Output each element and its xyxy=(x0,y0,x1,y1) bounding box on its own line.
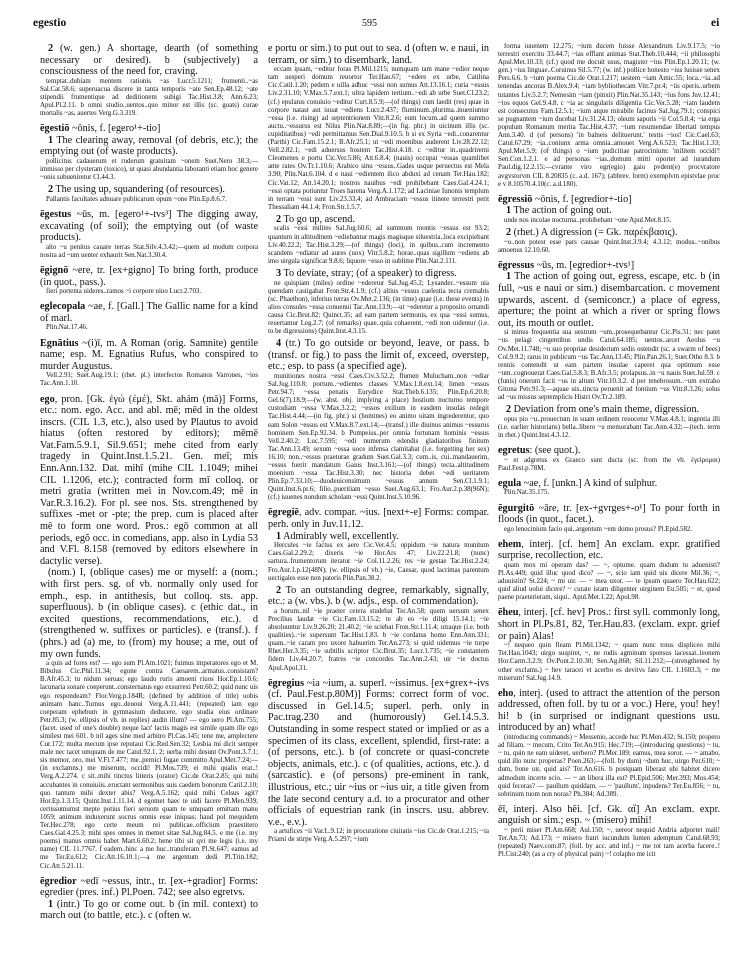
sense-number: 2 xyxy=(276,213,282,225)
sense-number: 1 xyxy=(48,898,54,910)
sense-number: 2 xyxy=(48,43,54,54)
sense-number: 1 xyxy=(276,530,282,542)
dictionary-entry xyxy=(40,209,258,260)
definition-text: 2 (w. gen.) A shortage, dearth (of something necessary or desired). b (subjectively) a consciousness of the need for, craving. xyxy=(40,43,258,78)
dictionary-entry xyxy=(498,194,720,255)
entry-continuation xyxy=(498,43,720,189)
sense-number: 2 xyxy=(276,584,282,596)
citation-block: alto ~u penitus cauare terras Stat.Silv.4.3.42;—quem ad modum corpora nostra ad ~um uenter exhaurit Sen.Nat.3.30.4. xyxy=(40,243,258,259)
definition-text: egretus: (see quot.). xyxy=(498,445,581,457)
citation-block: scalis ~essi milites Sal.Jug.60.6; ad summum montis ~essus est 93.2; quantum in altitudinem ~ediebantur magis magisque siluestria..loca excipiebant Liv.40.22.2; Tac.Hist.3.29;—(of things) (loci), in quibus..cum incremento scandens ~ediatur ad aures (uox) Vitr.5.8.2; horae..quas sigillum ~ediens ab imo uirgula significat 9.8.6; liquore ~esso in sublime Plin.Nat.2.111. xyxy=(268,225,489,265)
headword: ego xyxy=(40,393,55,405)
citation-block: munitiones nostra ~essi Caes.Civ.3.52.2; flumen Mulucham..non ~ediar Sal.Jug.110.8; portum..~edientes classes V.Max.1.8.ext.14; limen ~essus Petr.94.7; ~essa penatis Eurydice Stat.Theb.6.135; Plin.Ep.6.20.8; Gel.6(7).18.9;—(w. abst. obj. implying a place) hostium nocturno tempore custodiam ~essa V.Max.3.2.2; ~essos exilium in easdem insulas redegit Tac.Hist.4.44;—(in fig. phr.) si (homines) eo animo uitam ingrederentur, quo eam Solon ~essus est V.Max.8.7.ext.14;—(transf.) ille diuinus animus ~essurus hominem Sen.Ep.92.34. b Pompeius..per omnia fortunam hominis ~essus Vell.2.40.2; Luc.7.595; ~edi numerum edendis gladiatoribus finitum Tac.Ann.13.49; sexum ~essa uoce infensa clamitabat (i.e. forgetting her sex) 16.10; non..~essus praeturae gradum Suet.Gal.3.3; cum..is, cui..mandauerim, ~essus fuerit mandatum Gaius Inst.3.161;—(of things) tecta..altitudinem moenium ~essa Tac.Hist.3.30; nec historia debet ~edi ueritatem Plin.Ep.7.33.10;—duodeuicensimum ~essus annum Sen.Cl.1.9.1; Quint.Inst.6.pr.6; filio..pueritiam ~esso Suet.Aug.63.1; Fro.Aur.2.p.38(96N); (cf.) iuuenes nondum scholam ~essi Quint.Inst.5.10.96. xyxy=(268,372,489,502)
citation-block: Hercules ~ie factus ex aere Cic.Ver.4.5; oppidum ~ie natura munitum Caes.Gal.2.29.2; dixeris ~ie Hor.Ars 47; Liv.22.21.8; (nunc) sartura..frumentorum iteratur ~ie Col.11.2.26; res ~ie gestae Tac.Hist.2.24; Fro.Aur.1.p.12(48N); (w. ellipsis of vb.) ~ie, Caesar, quod lacrimas parentum uectigales esse non pateris Plin.Pan.38.2. xyxy=(268,542,489,582)
dictionary-entry xyxy=(498,539,720,603)
citation-block: (introducing commands) ~ Messenio, accede huc Pl.Men.432; St.150; propero ad filiam. ~ mecum, Crito Ter.An.915; Hec.719;—(introducing questions) ~ tu, ~ tu, quin ne eam uideret, uerbero? Pl.Mer.189; eamus, mea soror. — ~ amabo, quid illo nunc properas? Poen.263;—(foll. by dum) ~dum huc, uirgo Per.610; ~ dum, bone uir, quid ais? Ter.An.616. b postquam liberast ubi habitet dicere admodum incerte scio. — ~ an libera illa est? Pl.Epid.506; Mer.393; Mos.454; quid feceras? — paullum quiddam. — ~ 'paullum', inpudens? Ter.Eu.856; ~ tu, sobrinum tuom non noras? Ph.384; Ad.389. xyxy=(498,734,720,798)
definition-text: ēgurgitō ~āre, tr. [ex-+gvrges+-o¹] To pour forth in floods (in quot., facet.). xyxy=(498,502,720,526)
page-number: 595 xyxy=(362,18,377,29)
headword: ēgestus xyxy=(40,209,72,220)
headword: eho xyxy=(498,687,514,699)
sense-number: 1 xyxy=(506,205,512,217)
sense-number: 1 xyxy=(506,271,512,283)
definition-text: ēgregiē, adv. compar. ~ius. [next+-e] Forms: compar. perh. only in Juv.11.12. xyxy=(268,507,489,531)
headword: Egnātius xyxy=(40,337,79,349)
headword: ēgredior xyxy=(40,875,77,887)
definition-text: ēgestus ~ūs, m. [egero¹+-tvs³] The digging away, excavating (of soil); the emptying out (of waste products). xyxy=(40,209,258,244)
definition-text: 1 The action of going out, egress, escape, etc. b (in full, ~us e naui or sim.) disembarcation. c movement upwards, ascent. d (semiconcr.) a place of egress, aperture; the point at which a river or spring flows out, its mouth or outlet. xyxy=(498,271,720,329)
headword: egretus xyxy=(498,445,530,457)
sense-number: 4 xyxy=(276,338,282,350)
definition-text: 3 To deviate, stray; (of a speaker) to digress. xyxy=(276,267,457,279)
citation-block: ~ et adgretus ex Graeco sunt ducta (sc. from the vb. ἐγείρομαι) Paul.Fest.p.78M. xyxy=(498,456,720,472)
definition-text: egula ~ae, f. [unkn.] A kind of sulphur. xyxy=(498,477,658,489)
definition-text: ēgregius ~ia ~ium, a. superl. ~issimus. [ex+grex+-ivs (cf. Paul.Fest.p.80M)] Forms: correct form of voc. discussed in Gel.14.5; superl. perh. only in Pac.trag.230 and (humorously) Gel.14.5.3. Outstanding in some respect stated or implied or as a specimen of its class, excellent, splendid, first-rate: a (of persons, etc.). b (of concrete or quasi-concrete objects, animals, etc.). c (of qualities, actions, etc.). d (sarcastic). e (of persons) pre-eminent in rank, illustrious, etc.; uir ~ius or ~ius uir, a title given from the late second century a.d. to a procurator and other officials of equestrian rank (in inscrs. usu. abbrev. v.e., e.v.). xyxy=(268,677,489,828)
dictionary-entry xyxy=(268,678,489,845)
definition-text: e portu or sim.) to put out to sea. d (often w. e naui, in terram, or sim.) to disembark, land. xyxy=(268,43,489,66)
citation-block: pollicitus cadauerum et ruderum gratuitam ~onem Suet.Nero 38.3;—immisso per clysteram (toxico), ut quasi abundantia laboranti etiam hoc genere ~onis subueniretur Cl.44.3. xyxy=(40,158,258,182)
definition-text: ēgignō ~ere, tr. [ex+gigno] To bring forth, produce (in quot., pass.). xyxy=(40,264,258,288)
citation-block: Plin.Nat.35.175. xyxy=(504,489,550,497)
guide-word-right: ei xyxy=(711,17,720,29)
definition-text: 2 To an outstanding degree, remarkably, signally, etc.: a (w. vbs.). b (w. adjs., esp. of commendation). xyxy=(268,584,489,608)
dictionary-entry xyxy=(498,260,720,440)
dictionary-entry xyxy=(498,804,720,860)
dictionary-entry xyxy=(268,507,489,672)
citation-block: ~ perii miser Pl.Am.668; Aul.150; ~, uereor nequid Andria adportet mali! Ter.An.73; Ad.173; ~ misero fratri iucundum lumen ademptum Catul.68.93; (repeated) Naev.com.87; (foll. by acc. and inf.) ~ me tot tam acerba facere..! Pl.Cist.240; (as a cry of physical pain) ~! colapho me icit xyxy=(498,827,720,859)
citation-block: a artufices ~ii Var.L.9.12; in procuratione ciuitatis ~ius Cic.de Orat.1.215; ~ia Priami de stirpe Verg.A.5.297; ~ium xyxy=(268,828,489,844)
definition-text: 1 The action of going out. xyxy=(506,205,612,217)
definition-text: eho, interj. (used to attract the attention of the person addressed, often foll. by tu or a voc.) Here, you! hey! hi! b (in surprised or indignant questions usu. introduced by an) what! xyxy=(498,687,720,734)
definition-text: ēgestiō ~ōnis, f. [egero¹+-tio] xyxy=(40,123,161,135)
citation-block: unde nos incolae nocturna..prohibebant ~one Apul.Met.8.15. xyxy=(504,216,672,224)
definition-text: 1 The clearing away, removal (of debris, etc.); the emptying out (of waste products). xyxy=(40,134,258,158)
definition-text: eglecopala ~ae, f. [Gall.] The Gallic name for a kind of marl. xyxy=(40,301,258,324)
citation-block: a quis ad fores est? — ego sum Pl.Am.1021; fuimus imperatores ego et M. Bibulus Cic.Phil.11.34; egone contra Caesarem..armatus..consistam? B.Afr.45.3; tu nidum seruas; ego laudo ruris amoeni riuos Hor.Ep.1.10.6; lacunaria sonare coeperunt..consternatus ego exsurrexi Petr.60.2; quid nunc uis ego respondeam? Flor.Verg.p.184R; (defined by addition of title) uobis animam hanc..Turnus ego..deuoui Verg.A.11.441; (repeated) iam ego coeperam ephebum in gymnasium deducere, ego studia eius ordinare Petr.85.3; (w. ellipsis of vb. in replies) audin illum? — ego uero Pl.Am.755; (facet. used of one's double) neque lact' lactis magis est simile quam ille ego similest mei 601. b nil ages sine med arbitro Pl.Cas.145; tene me, amplectere Cur.172; multa mecum ipse reputaui Cic.Red.Sen.32; Lesbia mi dicit semper male nec tacet umquam de me Catul.92.1, 2; uerba mihi desunt Ov.Pont.3.7.1; sis memor, oro, mei V.Fl.7.477; me..pernici fugae committo Apul.Met.7.24;—(in exclamns.) me miserum, occidi! Pl.Mos.739; ei mihi qualis erat..! Verg.A.2.274. c sit..mihi tinctus litteris (orator) Cic.de Orat.2.85; qui mihi accubantes in conuiuiis..eructant sermonibus suis caedem bonorum Catil.2.10; quo tantum mihi dexter abis? Verg.A.5.162; quid mihi Celsus agit? Hor.Ep.1.3.15; Quint.Inst.1.11.14. d egomet haec te uidi facere Pl.Men.939; certissumumst mepte potius fieri seruom quam te umquam emittam manu 1059; animum induxerunt socrus omnis esse iniquas; haud pol mequidem Ter.Hec.278; ego certe meum rei publicae..officium praestitero Caes.Gal.4.25.3; mihi spes omnes in memet sitae Sal.Jug.84.5. e me (i.e. my poems) manus omnis habet Mart.6.60.2; bene tibi sit qvi me legis (i.e. my name) CIL 11.7767. f eadem..hinc a me huc..transferam Pl.St.647; eamus ad me Ter.Eu.612; Cic.Att.16.10.1;—a me argentum dedi Pl.Trin.182; Cic.Att.5.21.11. xyxy=(40,660,258,870)
dictionary-entry xyxy=(40,338,258,389)
sense-number: 2 xyxy=(48,184,54,196)
sense-number: 2 xyxy=(506,226,512,238)
definition-text: 1 Admirably well, excellently. xyxy=(276,530,399,542)
dictionary-entry xyxy=(498,688,720,799)
definition-text: ēgredior ~edī ~essus, intr., tr. [ex-+gradior] Forms: egredier (pres. inf.) Pl.Poen. 742; see also egretvs. xyxy=(40,875,258,899)
headword: eglecopala xyxy=(40,301,86,313)
column-1 xyxy=(40,43,258,958)
citation-block: eccam ipsam, ~editur foras Pl.Mil.1215; numquam tam mane ~edior neque tam uesperi domum reuortor Ter.Hau.67; ~edere ex urbe, Catilina Cic.Catil.1.20; pedem e uilla adhuc ~essi non sumus Att.13.16.1; curia ~essus Liv.2.31.10; V.Max.5.7.ext.1; ultra lapidem tertium..~edi ab urbe Suet.Cl.23.2; (cf.) epulatus conuiuio ~editur Curt.8.5.9;—(of things) cum laedit (res) quae in corpore natast aut iuuat ~ediens Lucr.2.437; fluminum..plurima..inueniuntur ~essa (i.e. rising) ad septentrionem Vitr.8.2.6; eum locum..ad quem summo auctu..~essurus est Nilus Plin.Nat.8.89;—(in fig. phr.) in uicinum illis (sc. cupiditatibus) ~edi permittamus Sen.Dial.9.10.5. b si ex Syria ~edi..conarentur (Parthi) Cic.Fam.15.2.1; B.Afr.25.1; ut ~edi moenibus auderent Liv.28.22.12; Vell.2.82.1; ~edi aduersus hostem Tac.Hist.4.18. c ~editur in..quadriremi Cleomenes e portu Cic.Ver.5.86; Att.6.8.4; (nauis) occupat ~essas quamlibet ante rates Ov.Tr.1.10.6; Arabico sinu ~essus..Gades usque peruectus est Mela 3.90; Plin.Nat.6.104. d e naui ~edientem ilico abduxi ad cenam Ter.Hau.182; Cic.Vat.12; Att.14.20.1; nostros nauibus ~edi prohibebant Caes.Gal.4.24.1; ~essi optata potiuntur Troes harena Verg.A.1.172; ad Laciniae Iunonis templum in terram ~essi sunt Liv.23.33.4; ad Ambraciam ~essus itinere terrestri petit Thessaliam 44.1.4; Fron.Str.1.5.7. xyxy=(268,66,489,211)
headword: ehem xyxy=(498,538,522,550)
sense-number: 1 xyxy=(48,134,54,146)
definition-text: ēgressus ~ūs, m. [egredior+-tvs¹] xyxy=(498,259,635,271)
citation-block: temptat..dubiam mentem rationis ~as Lucr.5.1211; frumenti..~as Sal.Cat.58.6; superuacua discere in tanta temporis ~ate Sen.Ep.48.12; ~ate stipendii frumentique ad deditionem subigi Tac.Hist.3.8; Ann.6.23; Apul.Pl.2.11. b omni studio..uentos..quo minor est illis (sc. goats) curae mortalis ~as, auertes Verg.G.3.319. xyxy=(40,77,258,118)
guide-word-left: egestio xyxy=(33,17,67,29)
column-3 xyxy=(498,43,720,958)
citation-block: fieri portenta uideres..ramos ~i corpore uiuo Lucr.2.703. xyxy=(46,288,202,296)
definition-text: 2 (rhet.) A digression (= Gk. παρέκβασις). xyxy=(506,226,678,238)
column-2 xyxy=(268,43,489,958)
dictionary-entry xyxy=(40,301,258,332)
headword: ēgressiō xyxy=(498,193,533,205)
dictionary-entry xyxy=(498,478,720,498)
headword: ēgregius xyxy=(268,677,305,689)
citation-block: forma iuuenem 12.275; ~ium ducem fuisse Alexandrum Liv.9.17.5; ~io terrestri exercitu 33.44.7; ~ias efflant animas Stat.Theb.10.444; ~ii philosophi Apul.Met.10.33; (cf.) quod me docuit usus, magister ~ius Plin.Ep.1.20.11; (w. gen.) ~ius linguae..Coruinus Sil.5.77; (w. inf.) pollice honesto ~ius lusisse senex Pers.6.6. b ~ium poema Cic.de Orat.1.217; uestem ~iam Amic.55; loca..~ia..ad tenendas ancoras B.Alex.9.4; ~iam bybliothecam Vitr.7.pr.4; ~iis operis..urbem tutantes Liv.5.2.7; Nemesim ~iam (pinxit) Plin.Nat.35.143; ~ius fons Juv.12.41; ~ios equos Gel.9.4.8. c ~ia ac singularis diligentia Cic.Ver.5.28; ~iam laudem est consecutus Fam.12.5.1; ~ium atque mirabile facinus Sal.Jug.79.1; conspici se pugnantem ~ium ducebat Liv.31.24.13; oleum saporis ~ii Col.5.8.4; ~ia erga populum Romanum merita Tac.Hist.4.37; ~ium resumendae libertati tempus Ann.3.40. d (of persons) 'in balneis delituerunt.' testis ~ios! Cic.Cael.63; Catul.67.29; ~ia..coniunx arma omnia..amouet Verg.A.6.523; Tac.Hist.1.33; Apul.Met.5.9; (of things) o ~ium pudicitiae patrocinium: 'militem occidi'! Sen.Con.1.2.1. e ad personas ~ias..domum mitti oportet ad iurandum Paul.dig.12.2.15;—cvrante viro egr(egio) gaio pvdent(e) procvratore avgvstorvm CIL 8.20835 (c. a.d. 167); (abbrev. form) exemplvm epistvlae proc e v 8.10570.4.10(c. a.d.180). xyxy=(498,43,720,188)
entry-continuation xyxy=(40,43,258,118)
definition-text: ego, pron. [Gk. ἐγώ (ἐμέ), Skt. ahám (mā)] Forms, etc.: nom. ego. Acc. and abl. mē; mēd in the oldest inscrs. (CIL 1.3, etc.), also used by Plautus to avoid hiatus (often restored by editors); mēmē Vat.Fam.5.9.1, Sil.9.651; mehe cited from early tragedy in Quint.Inst.1.5.21. Gen. meī; mis Enn.Ann.132. Dat. mihī (mihe CIL 1.1049; mihei CIL 1.1206, etc.); contracted form mī colloq. or metri gratia (written mei in Nov.com.49; mē in Var.R.3.16.2). For pl. see nos. Sts. strengthened by suffixes -met or -pte; the prep. cum is placed after mē to form one word. Pros.: egō common at all periods, egŏ occ. in comedians, app. also in Lydia 53 and V.Fl. 8.158 (removed by editors elsewhere in dactylic verse). xyxy=(40,393,258,567)
headword: ēgregiē xyxy=(268,507,299,519)
definition-text: ehem, interj. [cf. hem] An exclam. expr. gratified surprise, recollection, etc. xyxy=(498,538,720,562)
citation-block: ne quispiam (miles) ordine ~ederetur Sal.Jug.45.2; Lysander..~essum uia quendam castigabat Fron.Str.4.1.9; (cf.) altius ~essus caelestia tecta cremabis (sc. Phaethon), inferius terras Ov.Met.2.136; (in time) quae (i.e. these events) in alios consules ~essa conuenui Tac.Ann.13.9;—ut ~ederetur a proposito ornandi causa Cic.Brut.82; Quinct.35; ad eam partem sermonis, ex qua ~essi sumus, reuertamur Leg.2.7; (of remarks) quae..quia cohaerent, ~edi non uidentur (i.e. to be digressions) Quint.Inst.4.3.15. xyxy=(268,279,489,336)
citation-block: quam mox mi operam das? — ~, optume. quam dudum tu aduenisti? Pl.As.449; quid illuc quod dico? — ~, scio iam quid uis dicere Mil.36; ~, aduuistin? St.224; ~ mi uir. — ~ mea uxor. — te ipsum quaero Ter.Hau.622; quid aliud uolui dicere? ~ curate istam diligenter uirginem Eu.505; ~ et, quod paene praeterieram, siqui.. Apul.Met.1.22; Apol.98. xyxy=(498,561,720,602)
citation-block: ego lenocinium facio qui..argentum ~em domo prosus? Pl.Epid.582. xyxy=(504,525,693,533)
definition-text: 1 (intr.) To go or come out. b (in mil. context) to march out (to battle, etc.). c (often w. xyxy=(40,898,258,922)
dictionary-entry xyxy=(40,123,258,204)
dictionary-entry xyxy=(498,445,720,473)
definition-text: Egnātius ~(i)ī, m. A Roman (orig. Samnite) gentile name; esp. M. Egnatius Rufus, who conspired to murder Augustus. xyxy=(40,337,258,372)
dictionary-entry xyxy=(40,394,258,871)
headword: ēgurgitō xyxy=(498,502,535,514)
citation-block: a horum..nil ~ie praeter cetera studebat Ter.An.58; quem uersum senex Precilius laudat ~ie Cic.Fam.13.15.2; te ab eo ~ie diligi 15.14.1; ~ie absoluuntur Liv.9.26.20; 21.40.2; ~ie sciebat Fron.Str.1.11.4; utraque (i.e. both qualities)..~ie supersunt Tac.Hist.1.83. b ~ie cordatus homo Enn.Ann.331; quam..~ie caram pro uxore habuerim Ter.An.273; si quid uidemus ~ie turpe Rhet.Her.3.35; ~ie subtilis scriptor Cic.Brut.35; Lucr.1.735; ~ie constantem fidem Liv.44.20.7; fratres ~ie concordes Tac.Ann.2.43; uir ~ie doctus Apul.Apol.31. xyxy=(268,607,489,672)
headword: ēheu xyxy=(498,607,519,619)
entry-continuation xyxy=(268,43,489,502)
definition-text: ēheu, interj. [cf. hev] Pros.: first syll. commonly long, short in Pl.Ps.81, 82, Ter.Hau.83. (exclam. expr. grief or pain) Alas! xyxy=(498,607,720,642)
citation-block: Pallantis facultates adnuare publicarum opum ~one Plin.Ep.8.6.7. xyxy=(46,195,227,203)
dictionary-entry xyxy=(40,876,258,922)
definition-text: ēgressiō ~ōnis, f. [egredior+-tio] xyxy=(498,193,632,205)
citation-block: si minus frequentia sua uestrum ~um..prosequebantur Cic.Pis.31; nec patet ~us pelagi cingentibus undis Catul.64.185; uentos..arcet Aeolus ~u Ov.Met.11.748; ~u suo propriae desiderium sedis ostendit (sc. a swarm of bees) Col.9.9.2; rarus in publicum ~us Tac.Ann.13.45; Plin.Pan.26.1; Suet.Otho 8.3. b rennis contendit ut eam partem insulae caperet qua optimum esse ~um..cognouerat Caes.Gal.5.8.3; B.Afr.3.5; prolapsus..in ~u nauis Suet.Jul.59. c (funis) onerum facit ~us in altum Vitr.10.3.2. d per tenebrosum..~um extraho Gitona Petr.91.3;—aquae uis..tincta peruenit ad fontium ~us Vitr.8.3.26; solus ad ~us missus septemplicis Histri Ov.Tr.2.189. xyxy=(498,329,720,402)
citation-block: Vell.2.91; Suet.Aug.19.1; (rhet. pl.) interfectos Romanos Varrones, ~ios Tac.Ann.1.10. xyxy=(40,372,258,388)
citation-block: Plin.Nat.17.46. xyxy=(46,324,88,332)
definition-text: 4 (tr.) To go outside or beyond, leave, or pass. b (transf. or fig.) to pass the limit of, exceed, overstep, etc.; esp. to pass (a specified age). xyxy=(268,338,489,373)
headword: ēgignō xyxy=(40,264,69,276)
citation-block: ~o..non potest esse pars causae Quint.Inst.3.9.4; 4.3.12; modus..~onibus amoenus 12.10.60. xyxy=(498,238,720,254)
sense-number: 2 xyxy=(506,404,512,416)
definition-text: ēī, interj. Also hēi. [cf. Gk. αἴ] An exclam. expr. anguish or sim.; esp. ~ (misero) mihi! xyxy=(498,803,720,827)
citation-block: ~! nequeo quin fleam Pl.Mil.1342; ~ quam nunc totus displiceo mihi Ter.Hau.1043; uirgo suspiret, ~, ne rudis agminum sponsus lacessat..leonem Hor.Carm.3.2.9; Ov.Pont.2.10.30; Sen.Ag.868; Sil.11.212;—(strengthened by other exclams.) ~ hev taracei vt acerbo es devitvs fato CIL 1.1603.3; ~ me miserum! Sal.Jug.14.9. xyxy=(498,642,720,682)
definition-text: 2 To go up, ascend. xyxy=(276,213,355,225)
dictionary-entry xyxy=(498,607,720,682)
headword: egula xyxy=(498,477,522,489)
sense-number: 3 xyxy=(276,267,282,279)
headword: ēgestiō xyxy=(40,123,70,135)
citation-block: opus pio ~u..prouectum in suam ordinem reuocetur V.Max.4.8.1; ingentia illi (i.e. earlier historians) bella..libero ~u memorabant Tac.Ann.4.32;—(tech. term in rhet.) Quint.Inst.4.3.12. xyxy=(498,415,720,439)
definition-text: 2 The using up, squandering (of resources). xyxy=(48,184,225,196)
definition-text: 2 Deviation from one's main theme, digression. xyxy=(506,404,700,416)
definition-text: (nom.) I, (oblique cases) me or myself: a (nom.; with first pers. sg. of vb. normally only used for emph., esp. in antithesis, but colloq. sts. app. superfluous). b (in oblique cases). c (ethic dat., in excited questions, recommendations, etc.). d (strengthened w. suffixes or particles). e (transf.). f (phrs.) ad (a) me, to (from) my house; a me, out of my own funds. xyxy=(40,567,258,660)
dictionary-entry xyxy=(40,265,258,296)
dictionary-entry xyxy=(498,503,720,534)
page-header xyxy=(0,17,750,33)
headword: ēgressus xyxy=(498,259,535,271)
